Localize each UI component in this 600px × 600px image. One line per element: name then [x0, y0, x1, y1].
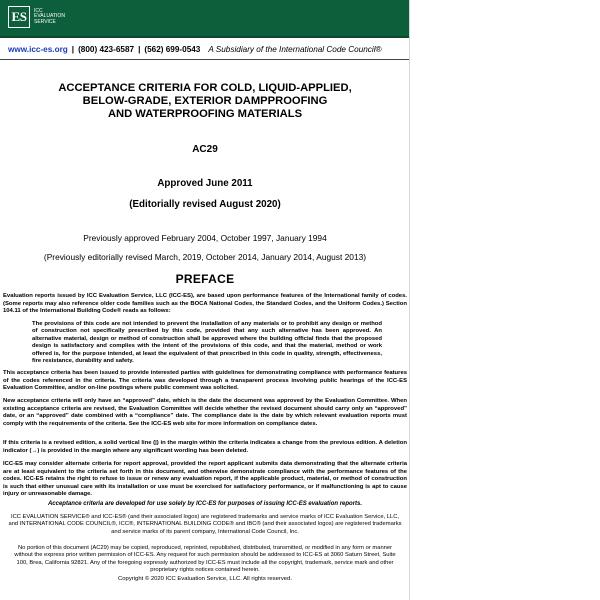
header-banner [0, 0, 410, 38]
contact-bar [0, 40, 410, 60]
phone-primary: (800) 423-6587 [78, 45, 135, 54]
approved-date: Approved June 2011 [157, 178, 253, 189]
reproduction-notice: No portion of this document (AC29) may be copied, reproduced, reprinted, republished, distributed, transmitted, or modified in any form or manner without the express prior written permission of ICC-ES. Any request for such permission should be addressed to ICC-ES at 3060 Saturn Street, Suite 100, Brea, California 92821. Any of the foregoing expressly authorized by ICC-ES must include all the copyright, trademark, service mark and other proprietary rights notices contained herein. [14, 545, 396, 574]
trademark-notice: ICC EVALUATION SERVICE® and ICC-ES® (and their associated logos) are registered trademarks and service marks of ICC Evaluation Service, LLC, and INTERNATIONAL CODE COUNCIL®, ICC®, INTERNATIONAL BUILDING CODE® and IBC® (and their associated logos) are registered trademarks and service marks of its parent company, International Code Council, Inc. [8, 514, 402, 535]
document-title [0, 82, 410, 121]
phone-secondary: (562) 699-0543 [144, 45, 201, 54]
logo-mark: ES [8, 6, 30, 28]
preface-paragraph-2: This acceptance criteria has been issued to provide interested parties with guidelines for demonstrating compliance with performance features of the codes referenced in the criteria. The criteria was developed through a transparent process involving public hearings of the ICC-ES Evaluation Committee, and/or on-line postings where public comment was solicited. [3, 370, 407, 392]
preface-paragraph-3: New acceptance criteria will only have an “approved” date, which is the date the document was approved by the Evaluation Committee. When existing acceptance criteria are revised, the Evaluation Committee will decide whether the revised document should carry only an “approved” date, or an “approved” date combined with a “compliance” date. The compliance date is the date by which relevant evaluation reports must comply with the requirements of the criteria. See the ICC-ES web site for more information on compliance dates. [3, 398, 407, 427]
preface-paragraph-1: Evaluation reports issued by ICC Evaluation Service, LLC (ICC-ES), are based upon performance features of the International family of codes. (Some reports may also reference older code families such as the BOCA National Codes, the Standard Codes, and the Uniform Codes.) Section 104.11 of the International Building Code® reads as follows: [3, 293, 407, 315]
preface-heading: PREFACE [175, 272, 235, 286]
logo-line-2: EVALUATION [34, 13, 65, 20]
separator: | [71, 45, 75, 54]
logo-line-1: ICC [34, 7, 43, 14]
website-link[interactable]: www.icc-es.org [8, 45, 68, 54]
subsidiary-note: A Subsidiary of the International Code Council® [208, 45, 382, 54]
title-line-1: ACCEPTANCE CRITERIA FOR COLD, LIQUID-APPLIED, [58, 82, 352, 94]
title-line-2: BELOW-GRADE, EXTERIOR DAMPPROOFING [82, 95, 328, 107]
document-number: AC29 [192, 144, 218, 155]
preface-paragraph-5: ICC-ES may consider alternate criteria for report approval, provided the report applicant submits data demonstrating that the alternate criteria are at least equivalent to the criteria set forth in this document, and otherwise demonstrate compliance with the performance features of the codes. ICC-ES retains the right to refuse to issue or renew any evaluation report, if the applicable product, material, or method of construction is such that either unusual care with its installation or use must be exercised for satisfactory performance, or if malfunctioning is apt to cause injury or unreasonable damage. [3, 461, 407, 498]
icc-es-logo [8, 6, 65, 28]
preface-paragraph-4: If this criteria is a revised edition, a solid vertical line (|) in the margin within the criteria indicates a change from the previous edition. A deletion indicator (→) is provided in the margin where any significant wording has been deleted. [3, 440, 407, 454]
previously-approved: Previously approved February 2004, October 1997, January 1994 [83, 233, 327, 243]
code-quote: The provisions of this code are not intended to prevent the installation of any materials or to prohibit any design or method of construction not specifically prescribed by this code, provided that any such alternative has been approved. An alternative material, design or method of construction shall be approved where the building official finds that the proposed design is satisfactory and complies with the intent of the provisions of this code, and that the material, method or work offered is, for the purpose intended, at least the equivalent of that prescribed in this code in quality, strength, effectiveness, fire resistance, durability and safety. [32, 321, 382, 365]
previously-revised: (Previously editorially revised March, 2019, October 2014, January 2014, August 2013) [43, 252, 367, 262]
separator: | [138, 45, 141, 54]
logo-line-3: SERVICE [34, 18, 56, 25]
usage-note: Acceptance criteria are developed for use solely by ICC-ES for purposes of issuing ICC-ES evaluation reports. [47, 501, 363, 507]
logo-wordmark [34, 9, 65, 26]
title-line-3: AND WATERPROOFING MATERIALS [107, 108, 303, 120]
copyright-notice: Copyright © 2020 ICC Evaluation Service, LLC. All rights reserved. [118, 576, 292, 582]
revised-date: (Editorially revised August 2020) [129, 199, 281, 210]
